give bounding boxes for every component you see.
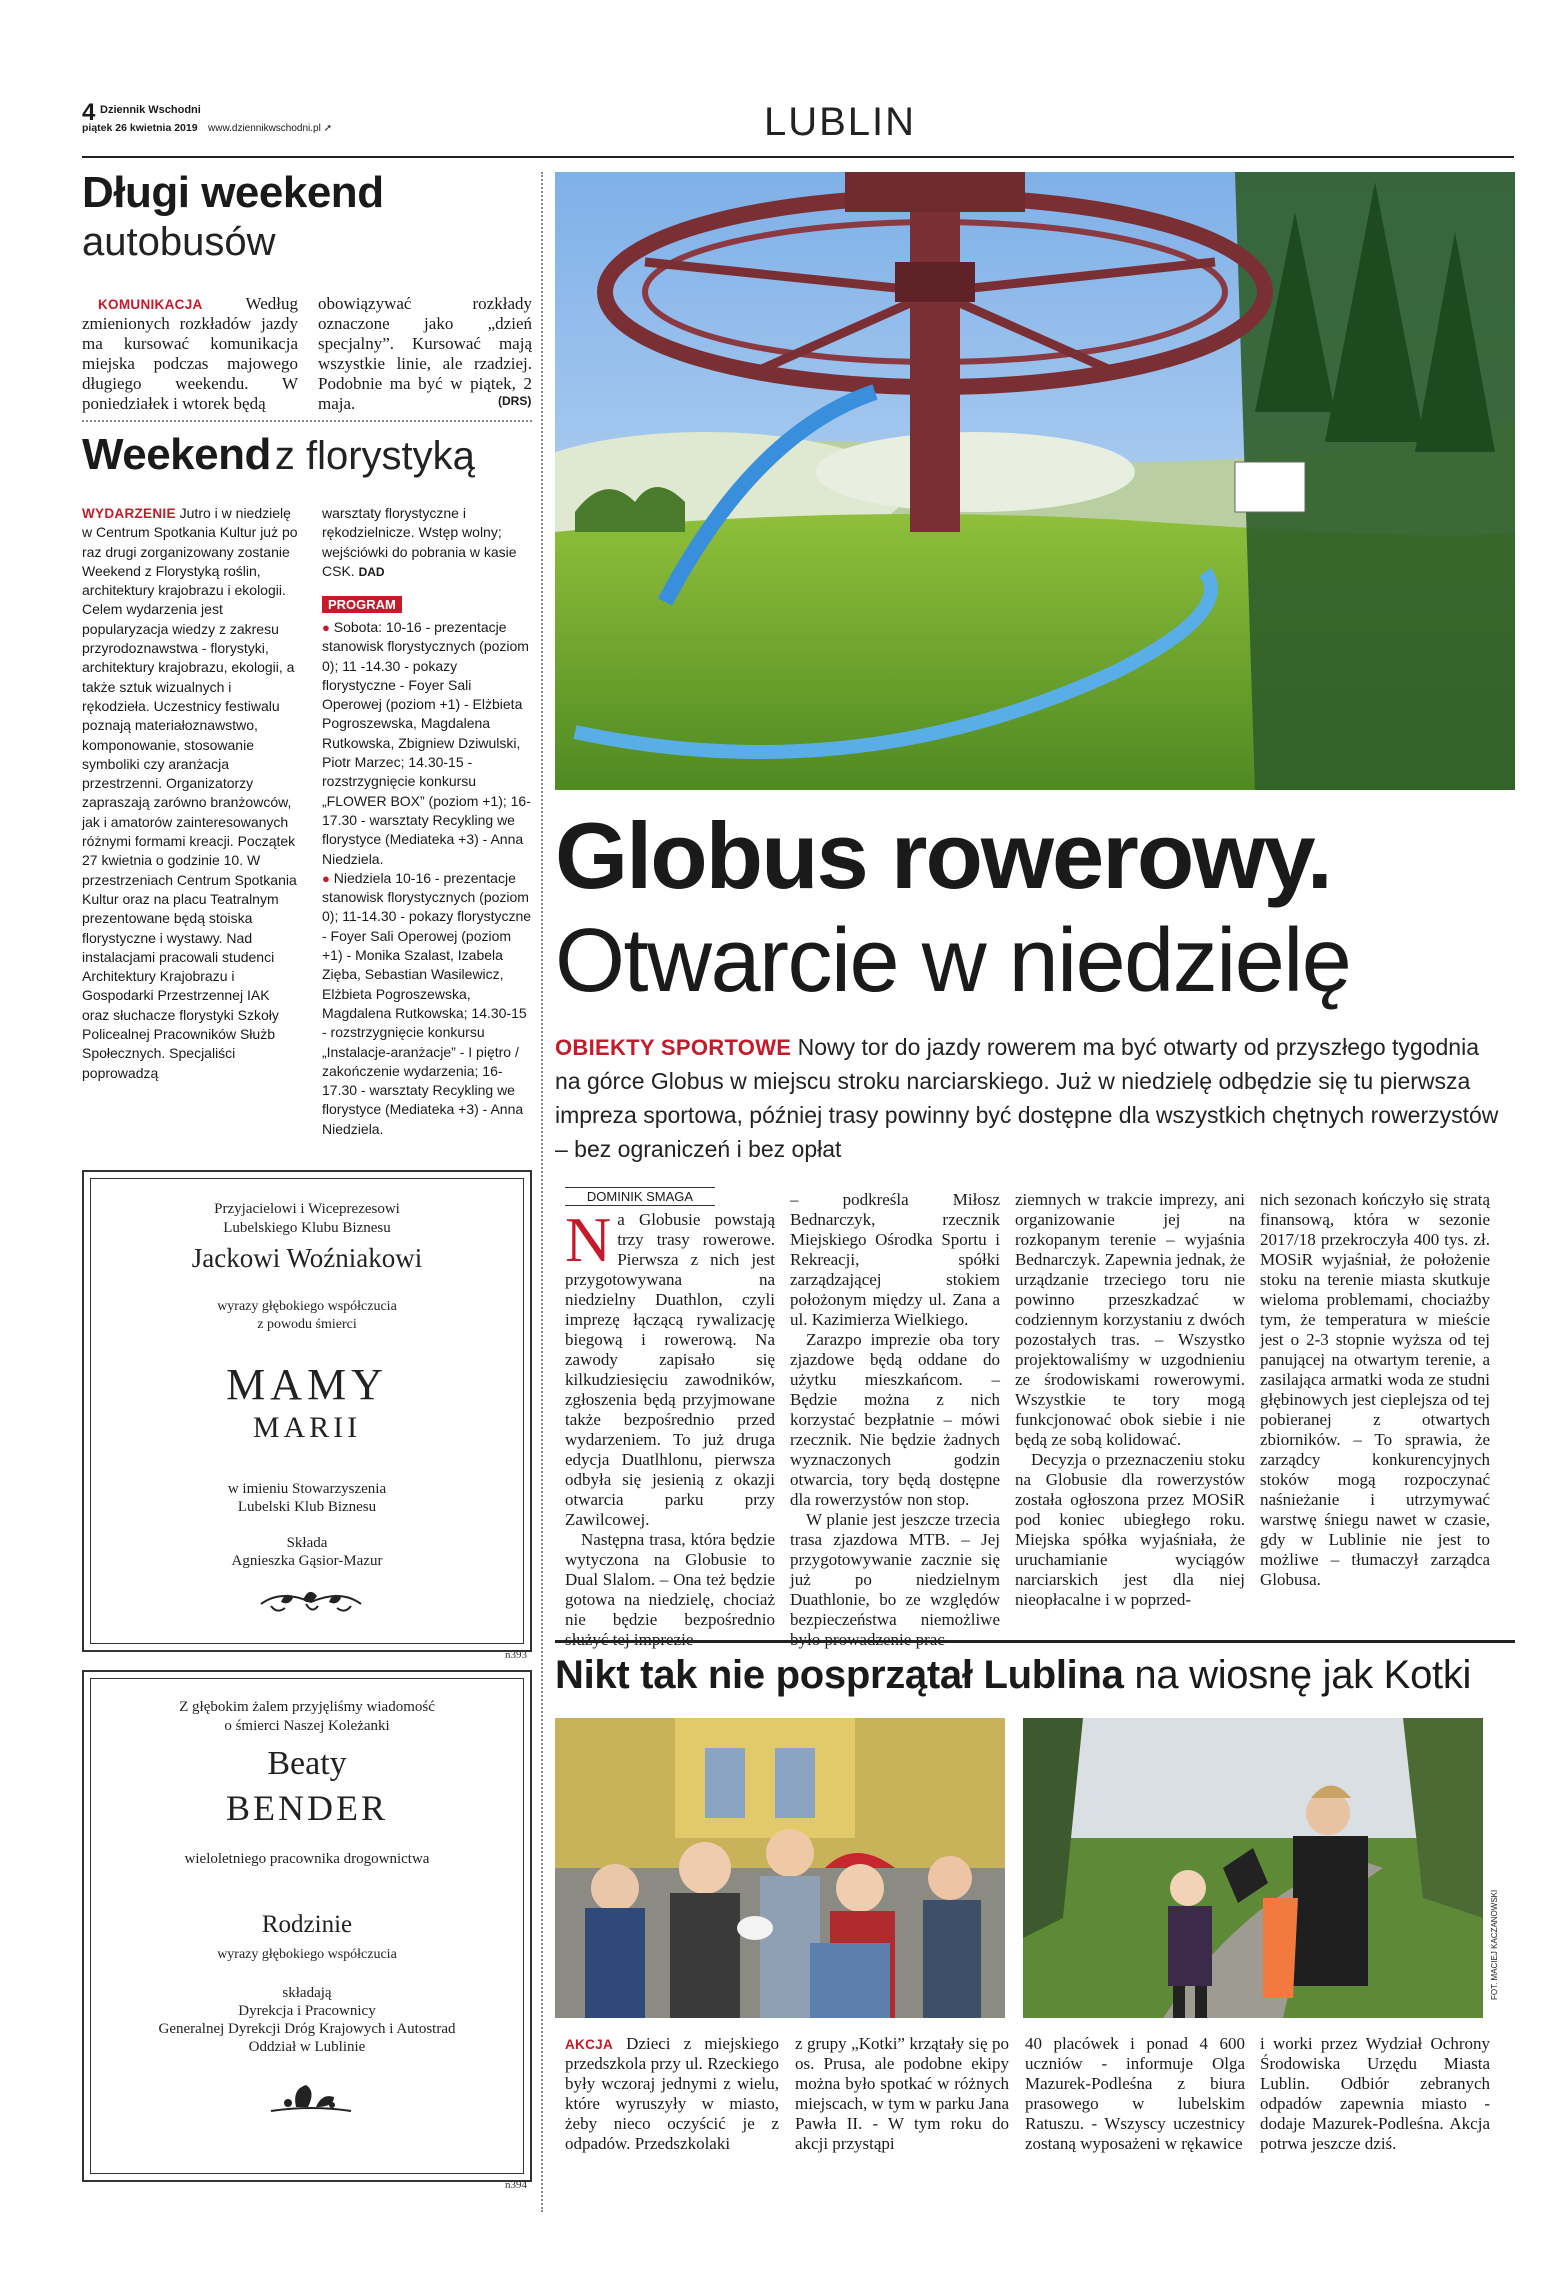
author-byline: DOMINIK SMAGA — [565, 1187, 715, 1206]
brief-flowers-col2 — [322, 504, 532, 581]
obituary-2 — [82, 1670, 532, 2191]
brief-buses-subtitle: autobusów — [82, 220, 276, 264]
obituary-1-signed1: Składa — [286, 1535, 328, 1551]
program-item-sunday — [322, 869, 532, 1139]
brief-buses-text2: obowiązywać rozkłady oznaczone jako „dzień specjalny”. Kursować mają wszystkie linie, ale rzadziej. Podobnie ma być w piątek, 2 maja. — [318, 294, 532, 413]
main-article-lead — [555, 1030, 1505, 1166]
brief-flowers-signature: DAD — [358, 564, 385, 579]
section-title: LUBLIN — [763, 100, 917, 144]
issue-date: piątek 26 kwietnia 2019 — [82, 122, 198, 134]
main-article-title: Globus rowerowy. — [555, 803, 1331, 908]
brief-flowers-title-bold: Weekend — [82, 430, 271, 479]
main-article-col3 — [1015, 1190, 1245, 1610]
program-item-saturday — [322, 618, 532, 869]
main-article-col4 — [1260, 1190, 1490, 1590]
bullet-icon: ● — [322, 870, 330, 886]
obituary-2-from3: Generalnej Dyrekcji Dróg Krajowych i Autostrad — [158, 2021, 456, 2037]
brief-flowers-col1 — [82, 504, 300, 1083]
obituary-1-name: Jackowi Woźniakowi — [191, 1243, 423, 1273]
obituary-1 — [82, 1170, 532, 1661]
main-article-lead-text: Nowy tor do jazdy rowerem ma być otwarty od przyszłego tygodnia na górce Globus w miejscu stroku narciarskiego. Już w niedzielę odbędzie się tu pierwsza impreza sportowa, później trasy powinny być dostępne dla wszystkich chętnych rowerzystów – bez ograniczeń i bez opłat — [555, 1034, 1499, 1162]
drop-cap: N — [565, 1204, 612, 1275]
header-rule — [82, 156, 1514, 158]
main-photo — [555, 172, 1515, 790]
obituary-1-condolence2: z powodu śmierci — [257, 1317, 357, 1332]
brief-buses-title: Długi weekend — [82, 168, 384, 217]
paper-name: Dziennik Wschodni — [100, 104, 201, 116]
obituary-1-from2: Lubelski Klub Biznesu — [237, 1499, 377, 1515]
floral-ornament-icon — [251, 1584, 371, 1618]
page-number: 4 — [82, 99, 96, 126]
kotki-col3 — [1025, 2034, 1245, 2154]
program-item-text: Niedziela 10-16 - prezentacje stanowisk florystycznych (poziom 0); 11-14.30 - pokazy florystyczne - Foyer Sali Operowej (poziom +1) - Monika Szalast, Izabela Zięba, Sebastian Wasilewicz, Elżbieta Pogroszewska, Magdalena Rutkowska; 14.30-15 - rozstrzygnięcie konkursu „Instalacje-aranżacje” - I piętro / zakończenie wydarzenia; 16-17.30 - warsztaty Recykling we florystyce (Mediateka +3) - Anna Niedziela. — [322, 869, 532, 1137]
obituary-2-name1: Beaty — [267, 1745, 347, 1782]
obituary-1-signed2: Agnieszka Gąsior-Mazur — [231, 1553, 383, 1569]
obituary-frame — [90, 1678, 527, 2191]
brief-buses-col1 — [82, 294, 298, 414]
kotki-col4-text: i worki przez Wydział Ochrony Środowiska Urzędu Miasta Lublin. Odbiór zebranych odpadów zapewnia miasto - dodaje Mazurek-Podleśna. Akcja potrwa jeszcze dziś. — [1260, 2034, 1490, 2153]
kotki-photo-children — [555, 1718, 1005, 2018]
obituary-2-family: Rodzinie — [261, 1911, 353, 1938]
col2-paragraph: W planie jest jeszcze trzecia trasa zjazdowa MTB. – Jej przygotowywanie zacznie się już po niedzielnym Duathlonie, bo ze względów bezpieczeństwa niemożliwe — [790, 1510, 1000, 1629]
col1-paragraph: Następna trasa, która będzie wytyczona na Globusie to Dual Slalom. – Ona też będzie gotowa na niedzielę, chociaż nie będzie bezpośrednio — [565, 1530, 775, 1629]
brief-flowers-text2: warsztaty florystyczne i rękodzielnicze. Wstęp wolny; wejściówki do pobrania w kasie CSK. — [322, 505, 517, 579]
article-rule — [555, 1640, 1515, 1643]
obituary-1-code: n393 — [505, 1649, 527, 1661]
obituary-2-from2: Dyrekcja i Pracownicy — [238, 2003, 376, 2019]
main-article-col2 — [790, 1190, 1000, 1650]
col3-paragraph: Decyzja o przeznaczeniu stoku na Globusie dla rowerzystów została ogłoszona przez MOSiR pod koniec ubiegłego roku. Miejska spółka wyjaśniała, że uruchamianie wyciągów narciarskich jest dla niej nieopłacalne i w poprzed- — [1015, 1450, 1245, 1609]
program-item-text: Sobota: 10-16 - prezentacje stanowisk florystycznych (poziom 0); 11 -14.30 - pokazy florystyczne - Foyer Sali Operowej (poziom +1) - Elżbieta Pogroszewska, Magdalena Rutkowska, Zbigniew Dziwulski, Piotr Marzec; 14.30-15 - rozstrzygnięcie konkursu „FLOWER BOX” (poziom +1); 16-17.30 - warsztaty Recykling we florystyce (Mediateka +3) - Anna Niedziela. — [322, 619, 531, 867]
bullet-icon: ● — [322, 620, 330, 635]
kotki-col2 — [795, 2034, 1009, 2154]
divider — [82, 420, 532, 422]
kotki-col2-text: z grupy „Kotki” krzątały się po os. Prusa, ale podobne ekipy można było spotkać w różnych miejscach, w tym w parku Jana Pawła II. - W tym roku do akcji przystąpi — [795, 2034, 1009, 2153]
program-list — [322, 618, 532, 1139]
children-cleanup-photo — [555, 1718, 1005, 2018]
obituary-1-line1: Przyjacielowi i Wiceprezesowi — [214, 1201, 400, 1217]
brief-buses-text1: Według zmienionych rozkładów jazdy ma kursować komunikacja miejska podczas majowego długiego weekendu. W poniedziałek i wtorek będą — [82, 294, 298, 413]
brief-flowers-kicker: WYDARZENIE — [82, 506, 176, 521]
obituary-2-name2: BENDER — [226, 1788, 388, 1828]
main-article-col1 — [565, 1204, 775, 1650]
kotki-col1 — [565, 2034, 779, 2154]
brief-buses-kicker: KOMUNIKACJA — [98, 297, 203, 312]
kotki-col3-text: 40 placówek i ponad 4 600 uczniów - informuje Olga Mazurek-Podleśna z biura prasowego w lubelskim Ratuszu. - Wszyscy uczestnicy zostaną wyposażeni w rękawice — [1025, 2034, 1245, 2153]
pointer-icon: ➚ — [323, 123, 333, 134]
obituary-2-from4: Oddział w Lublinie — [248, 2039, 366, 2055]
obituary-2-line1: Z głębokim żalem przyjęliśmy wiadomość — [179, 1699, 435, 1715]
col3-paragraph: ziemnych w trakcie imprezy, ani organizowanie jej na rozkopanym terenie – wyjaśnia Bednarczyk. Zapewnia jednak, że urządzanie trzeciego toru nie powinno przeszkadzać w codziennym korzystaniu z dwóch pozostałych tras. – Wszystko projektowaliśmy w uzgodnieniu ze środowiskami rowerowymi. Wszystkie te tory mogą funkcjonować obok siebie i nie będą ze sobą kolidować. — [1015, 1190, 1245, 1449]
kotki-photo-park — [1023, 1718, 1483, 2018]
kotki-kicker: AKCJA — [565, 2037, 614, 2052]
obituary-1-condolence1: wyrazy głębokiego współczucia — [217, 1299, 397, 1314]
col2-paragraph: – podkreśla Miłosz Bednarczyk, rzecznik Miejskiego Ośrodka Sportu i Rekreacji, spółki zarządzającej stokiem położonym między ul. Zana a ul. Kazimierza Wielkiego. — [790, 1190, 1000, 1329]
photo-credit — [1490, 1890, 1501, 2000]
website-link[interactable] — [208, 123, 332, 134]
ski-lift-wheel-photo — [555, 172, 1515, 790]
main-article-kicker: OBIEKTY SPORTOWE — [555, 1035, 792, 1060]
main-article-subtitle: Otwarcie w niedzielę — [555, 911, 1351, 1011]
obituary-1-big1: MAMY — [226, 1360, 388, 1409]
column-separator — [541, 172, 543, 2212]
kotki-article-title — [555, 1653, 1515, 1698]
obituary-2-condolence: wyrazy głębokiego współczucia — [217, 1947, 397, 1962]
photo-credit-text: FOT. MACIEJ KACZANOWSKI — [1490, 1889, 1499, 2000]
kotki-title-bold: Nikt tak nie posprzątał Lublina — [555, 1653, 1124, 1697]
col1-text: a Globusie powstają trzy trasy rowerowe. Pierwsza z nich jest przygotowywana na niedzielny Duathlon, czyli imprezę łączącą rywalizację biegową i rowerową. Na zawody zapisało się kilkudziesięciu zawodników, zgłoszenia będą przyjmowane także bezpośrednio przed wydarzeniem. To już druga edycja Duatlhlonu, pierwsza odbyła się jesienią z okazji otwarcia parku przy Zawilcowej. — [565, 1210, 775, 1529]
brief-flowers-title — [82, 430, 475, 480]
floral-ornament-icon — [266, 2079, 356, 2119]
park-cleanup-photo — [1023, 1718, 1483, 2018]
kotki-title-light: na wiosnę jak Kotki — [1134, 1653, 1472, 1697]
kotki-col1-text: Dzieci z miejskiego przedszkola przy ul. Rzeckiego były wczoraj jednymi z wielu, które wyruszyły w miasto, żeby nieco oczyścić je z odpadów. Przedszkolaki — [565, 2034, 779, 2153]
obituary-2-role: wieloletniego pracownika drogownictwa — [184, 1851, 430, 1867]
obituary-1-big2: MARII — [252, 1411, 362, 1444]
col2-paragraph: Zarazpo imprezie oba tory zjazdowe będą oddane do użytku mieszkańcom. – Będzie można z nich korzystać bezpłatnie – mówi rzecznik. Nie będzie żadnych wyznaczonych godzin otwarcia, tory będą dostępne dla rowerzystów non stop. — [790, 1330, 1000, 1509]
obituary-1-line2: Lubelskiego Klubu Biznesu — [223, 1220, 391, 1236]
obituary-1-from1: w imieniu Stowarzyszenia — [227, 1481, 387, 1497]
website-text: www.dziennikwschodni.pl — [208, 123, 321, 134]
kotki-col4 — [1260, 2034, 1490, 2154]
obituary-2-line2: o śmierci Naszej Koleżanki — [224, 1718, 390, 1734]
program-label: PROGRAM — [322, 596, 402, 613]
obituary-frame — [90, 1178, 527, 1661]
brief-flowers-text1: Jutro i w niedzielę w Centrum Spotkania Kultur już po raz drugi zorganizowany zostanie Weekend z Florystyką roślin, architektury krajobrazu i ekologii. Celem wydarzenia jest popularyzacja wiedzy z zakresu przyrodoznawstwa - florystyki, architektury krajobrazu, ekologii, a także sztuk wizualnych i rękodzieła. Uczestnicy festiwalu poznają materiałoznawstwo, komponowanie, stosowanie symboliki czy aranżacja przestrzenni. Organizatorzy zapraszają zarówno branżowców, jak i amatorów zainteresowanych różnymi formami kreacji. Początek 27 kwietnia o godzinie 10. W przestrzeniach Centrum Spotkania Kultur oraz na placu Teatralnym prezentowane będą stoiska florystyczne i wystawy. Nad instalacjami pracowali studenci Architektury Krajobrazu i Gospodarki Przestrzennej IAK oraz słuchacze florystyki Szkoły Policealnej Pracowników Służb Społecznych. Specjaliści poprowadzą — [82, 505, 298, 1081]
obituary-2-from1: składają — [282, 1985, 332, 2001]
brief-flowers-title-light: z florystyką — [274, 434, 475, 478]
brief-buses-signature: (DRS) — [498, 394, 532, 408]
col4-paragraph: nich sezonach kończyło się stratą finansową, która w sezonie 2017/18 przekroczyła 400 tys. zł. MOSiR wyjaśniał, że położenie stoku na terenie miasta skutkuje wieloma problemami, chociażby tym, że temperatura w mieście jest o 2-3 stopnie wyższa od tej panującej na otwartym terenie, a zasilająca armatki woda ze studni głębinowych jest cieplejsza od tej pobieranej z otwartych zbiorników. – To sprawia, że zarządcy konkurencyjnych stoków mogą rozpoczynać naśnieżanie i utrzymywać warstwę śniegu nawet w czasie, gdy w Lublinie nie jest to możliwe – tłumaczył zarządca Globusa. — [1260, 1190, 1490, 1589]
obituary-2-code: n394 — [505, 2179, 527, 2191]
